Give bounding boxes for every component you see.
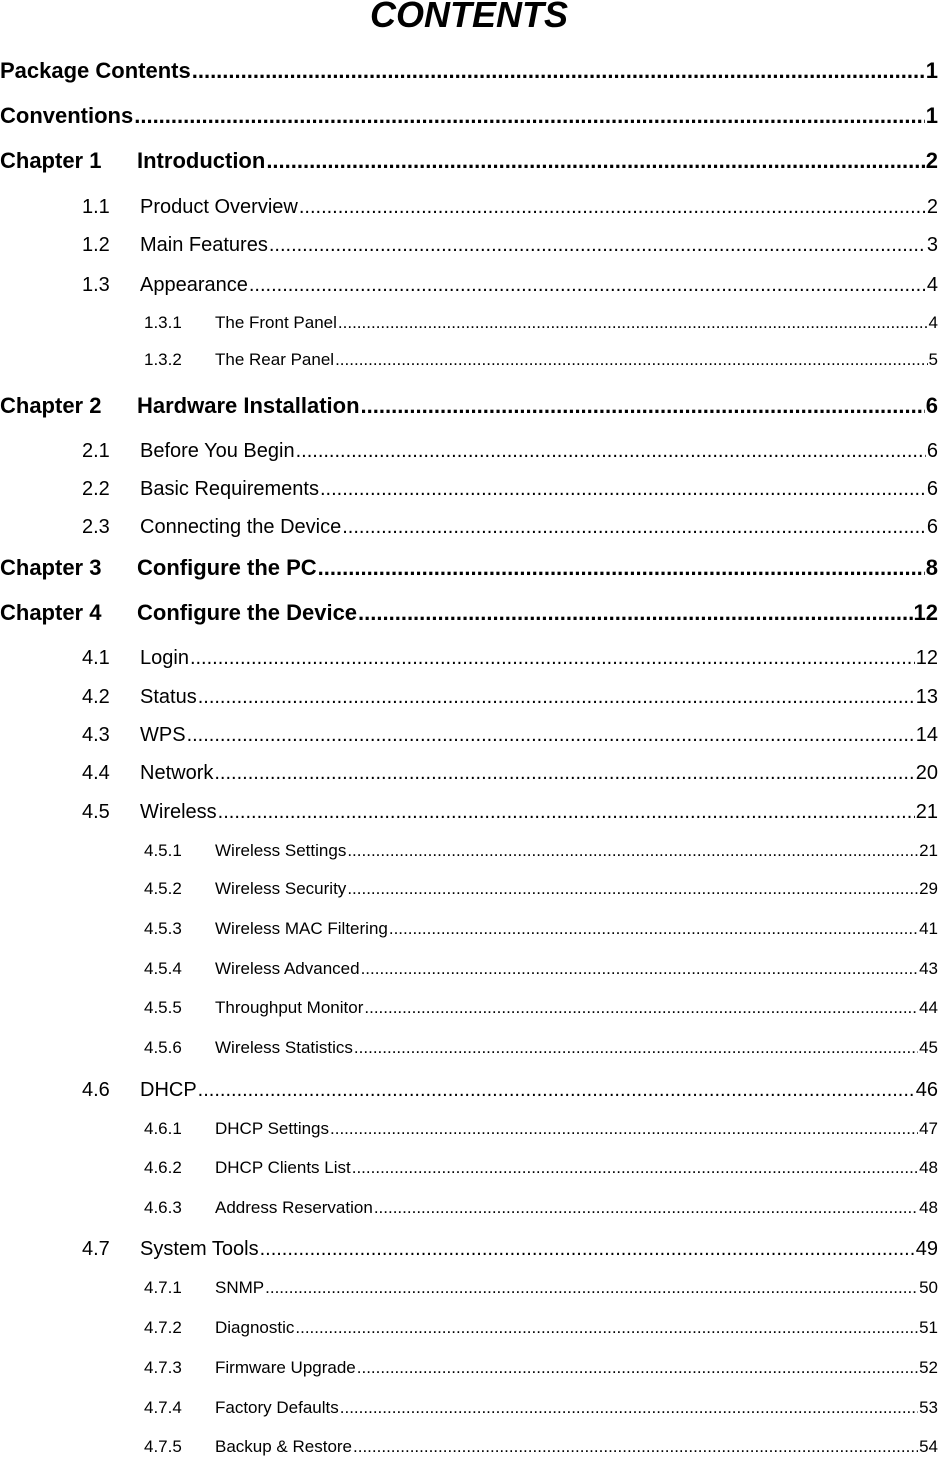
toc-entry-number: 4.5.2: [144, 879, 182, 898]
dot-leader: [318, 555, 925, 581]
toc-entry-page-number: 51: [919, 1318, 938, 1337]
toc-entry-label: Appearance: [140, 274, 248, 296]
toc-entry-number: 4.7.5: [144, 1437, 182, 1456]
toc-entry[interactable]: [144, 350, 938, 370]
toc-entry-number: 4.1: [82, 647, 110, 669]
toc-entry-number: 4.5.5: [144, 998, 182, 1017]
toc-entry[interactable]: [82, 196, 938, 219]
toc-entry-label: SNMP: [215, 1278, 265, 1297]
dot-leader: [266, 148, 924, 174]
toc-entry[interactable]: [144, 1358, 938, 1378]
dot-leader: [353, 1437, 918, 1457]
toc-entry[interactable]: [0, 600, 938, 626]
toc-entry-page-number: 6: [926, 478, 938, 500]
toc-entry[interactable]: [144, 1198, 938, 1218]
toc-entry-label: Login: [140, 647, 189, 669]
dot-leader: [192, 58, 925, 84]
toc-entry-page-number: 14: [915, 724, 938, 746]
toc-entry-label: Basic Requirements: [140, 478, 319, 500]
toc-entry-number: 2.3: [82, 516, 110, 538]
toc-entry-page-number: 12: [915, 647, 938, 669]
toc-entry-page-number: 52: [919, 1358, 938, 1377]
toc-entry-label: Diagnostic: [215, 1318, 295, 1337]
toc-entry-label: Network: [140, 762, 214, 784]
toc-entry[interactable]: [82, 1079, 938, 1102]
toc-entry-page-number: 29: [919, 879, 938, 898]
toc-entry-number: 4.5.6: [144, 1038, 182, 1057]
toc-entry-number: 4.4: [82, 762, 110, 784]
dot-leader: [347, 879, 918, 899]
toc-entry[interactable]: [82, 686, 938, 709]
toc-entry-page-number: 12: [913, 600, 938, 625]
toc-entry-label: Wireless Settings: [215, 841, 347, 860]
dot-leader: [361, 393, 925, 419]
toc-entry-number: 4.7.2: [144, 1318, 182, 1337]
toc-entry[interactable]: [144, 1437, 938, 1457]
toc-entry[interactable]: [144, 998, 938, 1018]
toc-entry-number: 4.2: [82, 686, 110, 708]
toc-entry-number: 1.3.1: [144, 313, 182, 332]
toc-entry[interactable]: [0, 393, 938, 419]
toc-entry[interactable]: [144, 959, 938, 979]
toc-entry-number: 1.3.2: [144, 350, 182, 369]
toc-entry-page-number: 1: [925, 103, 938, 128]
toc-entry[interactable]: [82, 516, 938, 539]
toc-entry[interactable]: [144, 1038, 938, 1058]
dot-leader: [340, 1398, 918, 1418]
toc-entry[interactable]: [144, 841, 938, 861]
toc-entry[interactable]: [82, 440, 938, 463]
dot-leader: [374, 1198, 918, 1218]
toc-entry[interactable]: [144, 1119, 938, 1139]
toc-entry-page-number: 47: [919, 1119, 938, 1138]
toc-entry[interactable]: [82, 478, 938, 501]
dot-leader: [187, 724, 915, 747]
dot-leader: [269, 234, 926, 257]
dot-leader: [295, 1318, 918, 1338]
dot-leader: [335, 350, 927, 370]
toc-entry-number: 4.6.3: [144, 1198, 182, 1217]
toc-entry-label: System Tools: [140, 1238, 259, 1260]
toc-entry[interactable]: [144, 879, 938, 899]
toc-entry-page-number: 44: [919, 998, 938, 1017]
toc-entry-page-number: 8: [925, 555, 938, 580]
toc-entry-label: DHCP Clients List: [215, 1158, 351, 1177]
toc-entry[interactable]: [82, 234, 938, 257]
toc-entry-number: Chapter 1: [0, 148, 102, 173]
dot-leader: [342, 516, 926, 539]
toc-entry-page-number: 4: [926, 274, 938, 296]
toc-entry-number: 2.1: [82, 440, 110, 462]
toc-entry-number: Chapter 3: [0, 555, 102, 580]
toc-entry-number: 4.6.2: [144, 1158, 182, 1177]
toc-entry-page-number: 6: [926, 516, 938, 538]
toc-entry-label: WPS: [140, 724, 186, 746]
dot-leader: [218, 801, 915, 824]
dot-leader: [361, 959, 919, 979]
toc-entry[interactable]: [0, 58, 938, 84]
toc-entry-page-number: 41: [919, 919, 938, 938]
toc-entry-number: 4.5.1: [144, 841, 182, 860]
toc-entry-number: 4.5.3: [144, 919, 182, 938]
toc-entry-label: Backup & Restore: [215, 1437, 353, 1456]
toc-entry-label: Connecting the Device: [140, 516, 342, 538]
toc-entry[interactable]: [82, 1238, 938, 1261]
toc-entry[interactable]: [82, 274, 938, 297]
dot-leader: [198, 1079, 915, 1102]
toc-entry-page-number: 6: [925, 393, 938, 418]
toc-entry-label: Hardware Installation: [137, 393, 360, 418]
toc-entry-label: Package Contents: [0, 58, 191, 83]
dot-leader: [320, 478, 926, 501]
dot-leader: [134, 103, 925, 129]
toc-entry-number: 4.6: [82, 1079, 110, 1101]
toc-entry-page-number: 5: [928, 350, 938, 369]
toc-entry-label: Firmware Upgrade: [215, 1358, 356, 1377]
toc-entry-page-number: 45: [919, 1038, 938, 1057]
toc-entry-number: 1.2: [82, 234, 110, 256]
toc-entry-number: 4.3: [82, 724, 110, 746]
toc-entry-label: DHCP Settings: [215, 1119, 330, 1138]
toc-entry-page-number: 46: [915, 1079, 938, 1101]
dot-leader: [330, 1119, 918, 1139]
toc-entry[interactable]: [0, 555, 938, 581]
toc-entry-label: Configure the PC: [137, 555, 317, 580]
toc-entry-label: Conventions: [0, 103, 134, 128]
toc-entry[interactable]: [82, 724, 938, 747]
toc-entry-number: Chapter 2: [0, 393, 102, 418]
dot-leader: [190, 647, 915, 670]
toc-entry[interactable]: [0, 103, 938, 129]
toc-entry-page-number: 53: [919, 1398, 938, 1417]
toc-entry[interactable]: [144, 1278, 938, 1298]
dot-leader: [364, 998, 918, 1018]
toc-entry-number: 4.7: [82, 1238, 110, 1260]
toc-entry-number: 1.3: [82, 274, 110, 296]
toc-entry-label: Status: [140, 686, 197, 708]
toc-entry-page-number: 2: [926, 196, 938, 218]
toc-entry-page-number: 49: [915, 1238, 938, 1260]
toc-entry-page-number: 21: [915, 801, 938, 823]
toc-entry-label: Wireless MAC Filtering: [215, 919, 388, 938]
toc-entry-page-number: 13: [915, 686, 938, 708]
toc-entry-number: 4.7.1: [144, 1278, 182, 1297]
toc-entry-number: 4.5: [82, 801, 110, 823]
toc-entry-page-number: 48: [919, 1158, 938, 1177]
toc-entry[interactable]: [82, 647, 938, 670]
toc-entry-page-number: 21: [919, 841, 938, 860]
toc-entry-label: Address Reservation: [215, 1198, 373, 1217]
dot-leader: [296, 440, 926, 463]
dot-leader: [357, 1358, 918, 1378]
toc-entry-page-number: 43: [919, 959, 938, 978]
dot-leader: [352, 1158, 918, 1178]
toc-entry-label: The Rear Panel: [215, 350, 335, 369]
toc-entry-page-number: 20: [915, 762, 938, 784]
dot-leader: [354, 1038, 918, 1058]
toc-entry-label: Wireless Security: [215, 879, 347, 898]
toc-entry-label: Product Overview: [140, 196, 298, 218]
toc-entry-number: 4.5.4: [144, 959, 182, 978]
dot-leader: [358, 600, 912, 626]
toc-entry[interactable]: [144, 1398, 938, 1418]
toc-entry-number: 1.1: [82, 196, 110, 218]
toc-entry-label: Before You Begin: [140, 440, 295, 462]
toc-entry-label: DHCP: [140, 1079, 197, 1101]
dot-leader: [260, 1238, 915, 1261]
dot-leader: [214, 762, 914, 785]
dot-leader: [265, 1278, 918, 1298]
toc-entry-page-number: 2: [925, 148, 938, 173]
toc-entry[interactable]: [82, 801, 938, 824]
toc-entry-number: Chapter 4: [0, 600, 102, 625]
dot-leader: [249, 274, 926, 297]
dot-leader: [338, 313, 928, 333]
toc-entry-number: 4.7.3: [144, 1358, 182, 1377]
toc-entry[interactable]: [144, 1318, 938, 1338]
dot-leader: [299, 196, 926, 219]
toc-entry-page-number: 3: [926, 234, 938, 256]
toc-entry-number: 4.6.1: [144, 1119, 182, 1138]
toc-entry[interactable]: [144, 1158, 938, 1178]
toc-entry-number: 4.7.4: [144, 1398, 182, 1417]
toc-entry-page-number: 1: [925, 58, 938, 83]
dot-leader: [389, 919, 918, 939]
toc-entry-label: Throughput Monitor: [215, 998, 364, 1017]
toc-entry[interactable]: [144, 313, 938, 333]
toc-entry-label: Factory Defaults: [215, 1398, 339, 1417]
toc-entry-label: Wireless: [140, 801, 217, 823]
page-title: CONTENTS: [370, 0, 568, 35]
toc-entry-label: The Front Panel: [215, 313, 337, 332]
dot-leader: [347, 841, 918, 861]
toc-entry[interactable]: [0, 148, 938, 174]
toc-entry-label: Wireless Statistics: [215, 1038, 353, 1057]
toc-entry-label: Main Features: [140, 234, 268, 256]
toc-entry-label: Introduction: [137, 148, 266, 173]
toc-entry-label: Wireless Advanced: [215, 959, 360, 978]
toc-entry[interactable]: [144, 919, 938, 939]
toc-entry-page-number: 54: [919, 1437, 938, 1456]
toc-entry-label: Configure the Device: [137, 600, 358, 625]
toc-entry-number: 2.2: [82, 478, 110, 500]
toc-entry-page-number: 4: [928, 313, 938, 332]
toc-entry-page-number: 48: [919, 1198, 938, 1217]
toc-entry-page-number: 50: [919, 1278, 938, 1297]
toc-entry-page-number: 6: [926, 440, 938, 462]
toc-entry[interactable]: [82, 762, 938, 785]
dot-leader: [198, 686, 915, 709]
